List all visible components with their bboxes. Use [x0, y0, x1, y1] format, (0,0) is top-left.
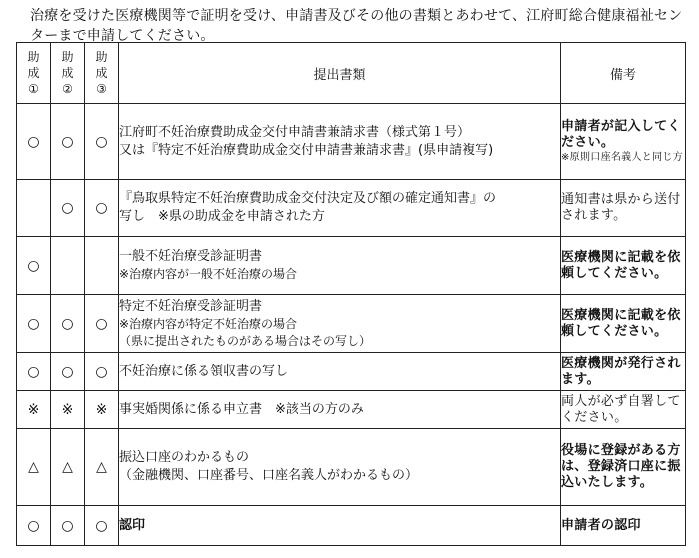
mark-cell: ○: [51, 506, 85, 546]
mark-cell: ○: [85, 180, 119, 237]
mark-cell: ○: [17, 104, 51, 180]
document-title: 不妊治療に係る領収書の写し: [119, 363, 289, 379]
header-subsidy-2: 助 成 ②: [51, 43, 85, 104]
document-cell: [119, 391, 561, 429]
document-note: 写し ※県の助成金を申請された方: [119, 209, 325, 224]
document-note: （金融機関、口座番号、口座名義人がわかるもの）: [119, 468, 419, 483]
document-note: ※治療内容が一般不妊治療の場合: [119, 267, 298, 281]
remark-small-text: ※原則口座名義人と同じ方: [561, 152, 683, 163]
document-cell: [119, 295, 561, 353]
mark-cell: ※: [85, 391, 119, 429]
document-cell: [119, 506, 561, 546]
documents-table: [16, 42, 686, 546]
mark-cell: ○: [85, 353, 119, 391]
mark-cell: ○: [51, 353, 85, 391]
mark-cell: [85, 237, 119, 295]
remark-cell: [561, 180, 686, 237]
mark-cell: ○: [85, 104, 119, 180]
remark-text: 役場に登録がある方は、登録済口座に振込いたします。: [561, 443, 681, 490]
mark-cell: ○: [85, 506, 119, 546]
document-title: 事実婚関係に係る申立書 ※該当の方のみ: [119, 401, 364, 417]
remark-text: 申請者の認印: [561, 517, 641, 533]
remark-text: 医療機関に記載を依頼してください。: [561, 249, 681, 281]
document-note-2: （県に提出されたものがある場合はその写し）: [119, 333, 372, 348]
mark-cell: △: [85, 429, 119, 506]
document-cell: [119, 180, 561, 237]
document-cell: [119, 353, 561, 391]
remark-cell: [561, 237, 686, 295]
mark-cell: ○: [85, 295, 119, 353]
mark-cell: ○: [17, 237, 51, 295]
remark-cell: [561, 104, 686, 180]
document-cell: [119, 237, 561, 295]
remark-cell: [561, 429, 686, 506]
document-title: 認印: [119, 517, 146, 533]
header-remarks: 備考: [561, 43, 686, 104]
mark-cell: △: [17, 429, 51, 506]
remark-text: 医療機関が発行されます。: [561, 355, 681, 387]
mark-cell: [17, 180, 51, 237]
mark-cell: ○: [17, 295, 51, 353]
mark-cell: ※: [51, 391, 85, 429]
document-cell: [119, 104, 561, 180]
document-title: 江府町不妊治療費助成金交付申請書兼請求書（様式第１号）: [119, 124, 471, 140]
document-note: 又は『特定不妊治療費助成金交付申請書兼請求書』(県申請複写): [119, 142, 494, 158]
header-subsidy-1: 助 成 ①: [17, 43, 51, 104]
remark-text: 両人が必ず自署してください。: [561, 393, 681, 425]
mark-cell: ○: [51, 295, 85, 353]
mark-cell: ○: [51, 180, 85, 237]
remark-text: 申請者が記入してください。: [561, 119, 681, 150]
remark-cell: [561, 353, 686, 391]
table-row: [17, 104, 686, 180]
document-cell: [119, 429, 561, 506]
mark-cell: ○: [17, 506, 51, 546]
mark-cell: ○: [51, 104, 85, 180]
remark-cell: [561, 391, 686, 429]
remark-text: 医療機関に記載を依頼してください。: [561, 307, 681, 339]
document-note: ※治療内容が特定不妊治療の場合: [119, 316, 298, 331]
mark-cell: ○: [17, 353, 51, 391]
remark-text: 通知書は県から送付されます。: [561, 192, 681, 223]
table-row: [17, 353, 686, 391]
document-title: 一般不妊治療受診証明書: [119, 249, 263, 264]
header-subsidy-3: 助 成 ③: [85, 43, 119, 104]
mark-cell: ※: [17, 391, 51, 429]
document-title: 『鳥取県特定不妊治療費助成金交付決定及び額の確定通知書』の: [119, 191, 497, 206]
table-row: [17, 391, 686, 429]
header-documents: 提出書類: [119, 43, 561, 104]
table-header-row: [17, 43, 686, 104]
mark-cell: △: [51, 429, 85, 506]
table-row: [17, 180, 686, 237]
remark-cell: [561, 295, 686, 353]
remark-cell: [561, 506, 686, 546]
intro-text: 治療を受けた医療機関等で証明を受け、申請書及びその他の書類とあわせて、江府町総合健康福祉センターまで申請してください。: [30, 8, 683, 44]
mark-cell: [51, 237, 85, 295]
document-title: 振込口座のわかるもの: [119, 450, 250, 465]
table-row: [17, 429, 686, 506]
table-row: [17, 295, 686, 353]
table-row: [17, 237, 686, 295]
document-title: 特定不妊治療受診証明書: [119, 298, 263, 314]
table-row: [17, 506, 686, 546]
